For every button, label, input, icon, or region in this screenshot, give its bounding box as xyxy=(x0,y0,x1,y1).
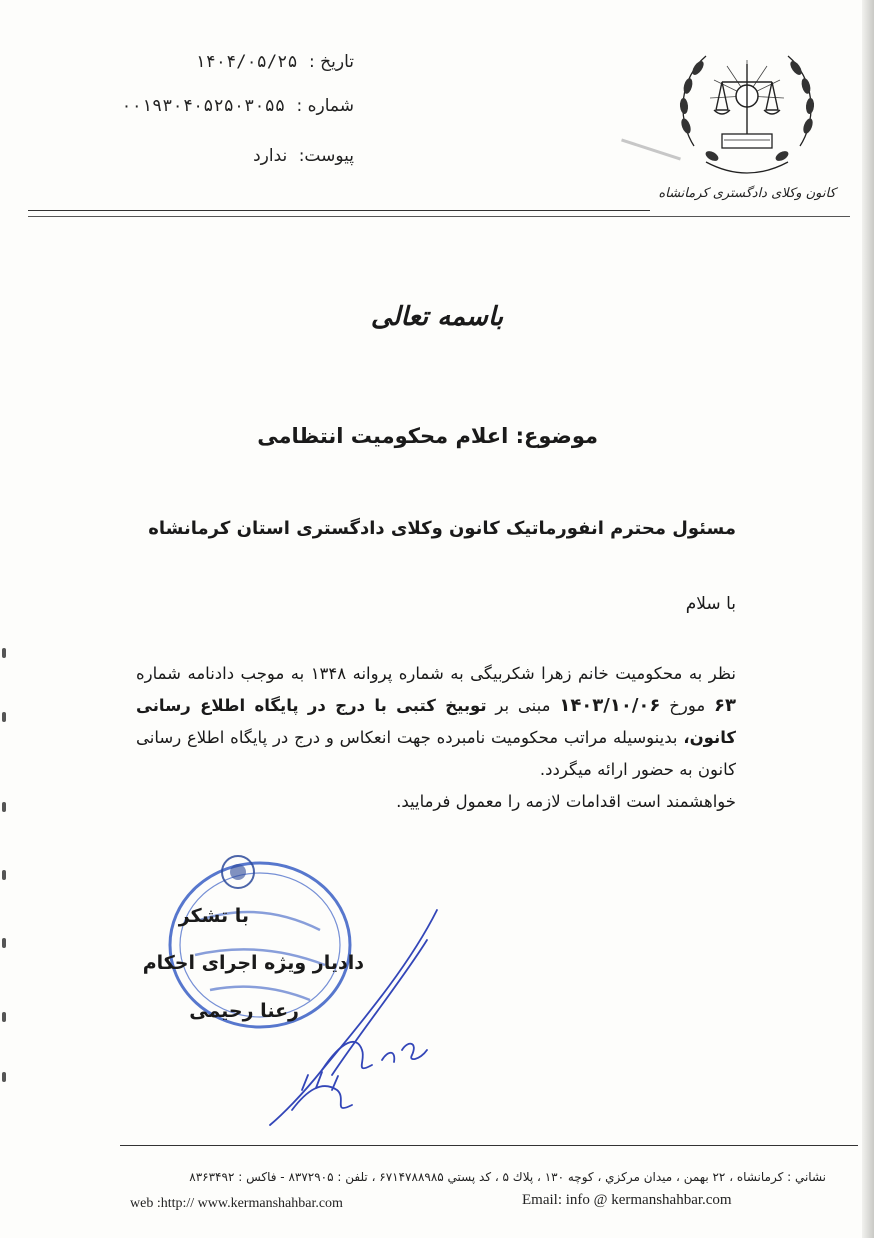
body-part4: بدینوسیله مراتب محکومیت نامبرده جهت انعکاس و درج در پایگاه اطلاع رسانی کانون به حضور ارائه میگردد. xyxy=(136,728,736,779)
header-divider xyxy=(28,210,650,211)
body-paragraph xyxy=(136,658,736,786)
footer-website: web :http:// www.kermanshahbar.com xyxy=(130,1196,343,1211)
signature-title: دادیار ویژه اجرای احکام xyxy=(142,952,364,974)
attachment-label: پیوست: xyxy=(298,146,354,166)
letter-body xyxy=(136,658,736,818)
request-line: خواهشمند است اقدامات لازمه را معمول فرمایید. xyxy=(396,792,736,811)
signature-name: رعنا رحیمی xyxy=(189,1000,299,1022)
number-row xyxy=(121,96,354,116)
letter-greeting: با سلام xyxy=(685,594,736,614)
letter-addressee: مسئول محترم انفورماتیک کانون وکلای دادگستری استان کرمانشاه xyxy=(148,518,736,539)
body-part3: مبنی بر xyxy=(495,696,551,715)
footer-divider xyxy=(120,1145,858,1146)
verdict-date: ۱۴۰۳/۱۰/۰۶ xyxy=(559,695,661,716)
letter-subject: موضوع: اعلام محکومیت انتظامی xyxy=(257,424,598,448)
body-part2: مورخ xyxy=(669,696,706,715)
penalty-text: توبیخ کتبی با درج در پایگاه اطلاع رسانی کانون، xyxy=(136,696,736,747)
footer-address: نشاني : كرمانشاه ، ۲۲ بهمن ، ميدان مركزي ، كوچه ۱۳۰ ، پلاك ۵ ، كد پستي ۶۷۱۴۷۸۸۹۸۵ ، تلفن : ۸۳۷۲۹۰۵ - فاكس : ۸۳۶۳۴۹۲ xyxy=(189,1170,826,1184)
date-label: تاریخ : xyxy=(309,52,354,72)
footer-email: Email: info @ kermanshahbar.com xyxy=(522,1192,732,1208)
number-value: ۰۰۱۹۳۰۴۰۵۲۵۰۳۰۵۵ xyxy=(121,96,286,116)
date-value: ۱۴۰۴/۰۵/۲۵ xyxy=(195,52,298,72)
header-divider-long xyxy=(28,216,850,217)
bar-association-logo-icon xyxy=(672,34,822,184)
attachment-value: ندارد xyxy=(253,146,288,166)
body-part1: نظر به محکومیت خانم زهرا شکربیگی به شماره پروانه ۱۳۴۸ به موجب دادنامه شماره xyxy=(136,664,736,683)
paper-edge-shadow xyxy=(862,0,874,1238)
verdict-number: ۶۳ xyxy=(714,695,737,716)
attachment-row xyxy=(253,146,354,166)
date-row xyxy=(195,52,354,72)
signature-thanks: با تشکر xyxy=(178,905,249,927)
letter-opening: باسمه تعالی xyxy=(370,302,504,332)
organization-name: کانون وکلای دادگستری کرمانشاه xyxy=(658,186,836,201)
scan-edge-marks xyxy=(0,620,14,1100)
number-label: شماره : xyxy=(296,96,354,116)
